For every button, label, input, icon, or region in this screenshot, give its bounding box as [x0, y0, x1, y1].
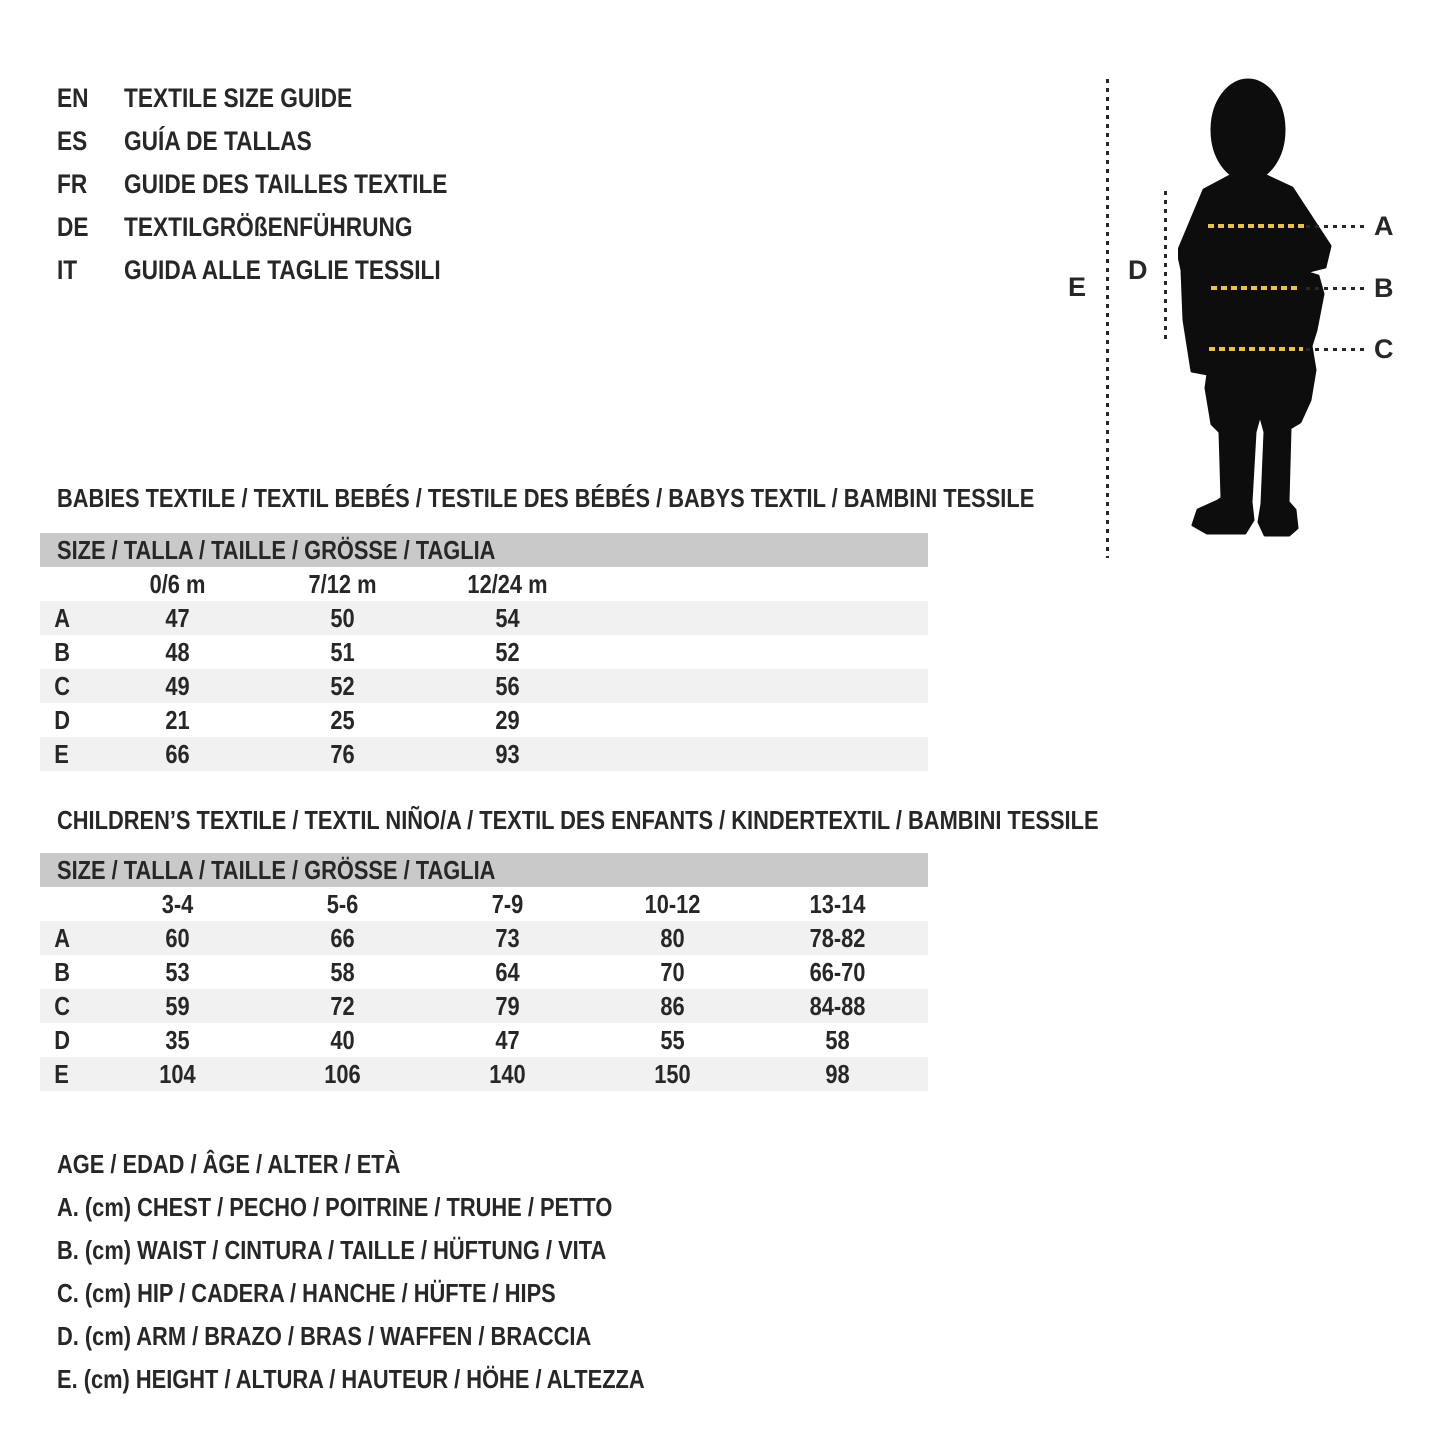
size-table-header-text: SIZE / TALLA / TAILLE / GRÖSSE / TAGLIA — [57, 534, 496, 565]
column-header: 7-9 — [491, 888, 524, 919]
language-row — [57, 249, 509, 292]
child-silhouette — [1178, 78, 1332, 544]
chest-measure-dash — [1208, 224, 1306, 228]
table-cell: 104 — [159, 1058, 196, 1089]
table-cell: 52 — [330, 670, 355, 701]
table-cell: 50 — [330, 602, 355, 633]
table-cell: 76 — [330, 738, 355, 769]
table-cell: 66 — [330, 922, 355, 953]
measurement-legend — [57, 1143, 757, 1401]
row-label: B — [54, 956, 71, 987]
legend-line-arm — [57, 1315, 757, 1358]
children-section-title-text: CHILDREN’S TEXTILE / TEXTIL NIÑO/A / TEXTIL DES ENFANTS / KINDERTEXTIL / BAMBINI TESSILE — [57, 805, 1099, 835]
column-header: 5-6 — [326, 888, 359, 919]
table-cell: 51 — [330, 636, 355, 667]
table-cell: 140 — [489, 1058, 526, 1089]
row-label: A — [54, 922, 71, 953]
table-row — [40, 635, 928, 669]
legend-line-height — [57, 1358, 757, 1401]
hip-measure-label: C — [1374, 334, 1394, 364]
column-header: 13-14 — [809, 888, 866, 919]
table-cell: 35 — [165, 1024, 190, 1055]
table-cell: 64 — [495, 956, 520, 987]
row-label: A — [54, 602, 71, 633]
arm-measure-line — [1164, 191, 1167, 343]
waist-measure-label: B — [1374, 273, 1394, 303]
table-cell: 72 — [330, 990, 355, 1021]
arm-measure-label: D — [1128, 255, 1148, 285]
table-row — [40, 669, 928, 703]
table-cell: 56 — [495, 670, 520, 701]
column-header: 7/12 m — [308, 568, 377, 599]
size-table-header — [40, 533, 928, 567]
legend-line-hip — [57, 1272, 757, 1315]
column-header: 0/6 m — [149, 568, 206, 599]
size-table-header-text: SIZE / TALLA / TAILLE / GRÖSSE / TAGLIA — [57, 854, 496, 885]
guide-title: GUÍA DE TALLAS — [124, 126, 312, 156]
table-cell: 59 — [165, 990, 190, 1021]
table-cell: 53 — [165, 956, 190, 987]
language-title-block — [57, 77, 509, 292]
chest-leader-line — [1306, 225, 1364, 228]
children-section-title — [57, 806, 1297, 834]
column-header: 3-4 — [161, 888, 194, 919]
language-code: EN — [57, 83, 89, 113]
table-row — [40, 1057, 928, 1091]
table-cell: 86 — [660, 990, 685, 1021]
children-size-table — [40, 853, 928, 1091]
table-cell: 66-70 — [809, 956, 866, 987]
legend-line-chest — [57, 1186, 757, 1229]
column-header: 12/24 m — [467, 568, 548, 599]
row-label: D — [54, 1024, 71, 1055]
height-measure-label: E — [1068, 272, 1087, 302]
table-cell: 93 — [495, 738, 520, 769]
table-cell: 79 — [495, 990, 520, 1021]
legend-text: C. (cm) HIP / CADERA / HANCHE / HÜFTE / HIPS — [57, 1278, 556, 1308]
column-header: 10-12 — [644, 888, 701, 919]
table-row — [40, 989, 928, 1023]
table-row — [40, 1023, 928, 1057]
table-cell: 80 — [660, 922, 685, 953]
column-header-row — [40, 567, 928, 601]
legend-text: D. (cm) ARM / BRAZO / BRAS / WAFFEN / BRACCIA — [57, 1321, 592, 1351]
hip-leader-line — [1306, 348, 1364, 351]
language-code: FR — [57, 169, 88, 199]
table-row — [40, 703, 928, 737]
table-row — [40, 601, 928, 635]
table-row — [40, 737, 928, 771]
language-row — [57, 206, 509, 249]
language-code: DE — [57, 212, 89, 242]
row-label: E — [54, 738, 69, 769]
table-cell: 73 — [495, 922, 520, 953]
guide-title: TEXTILGRÖßENFÜHRUNG — [124, 212, 413, 242]
row-label: D — [54, 704, 71, 735]
language-row — [57, 77, 509, 120]
legend-text: A. (cm) CHEST / PECHO / POITRINE / TRUHE / PETTO — [57, 1192, 613, 1222]
table-cell: 78-82 — [809, 922, 866, 953]
row-label: E — [54, 1058, 69, 1089]
table-cell: 84-88 — [809, 990, 866, 1021]
guide-title: GUIDE DES TAILLES TEXTILE — [124, 169, 448, 199]
table-cell: 29 — [495, 704, 520, 735]
table-cell: 98 — [825, 1058, 850, 1089]
table-cell: 47 — [165, 602, 190, 633]
size-table-header — [40, 853, 928, 887]
guide-title: GUIDA ALLE TAGLIE TESSILI — [124, 255, 441, 285]
table-cell: 54 — [495, 602, 520, 633]
waist-measure-dash — [1211, 286, 1299, 290]
language-code: ES — [57, 126, 88, 156]
table-cell: 47 — [495, 1024, 520, 1055]
legend-text: B. (cm) WAIST / CINTURA / TAILLE / HÜFTUNG / VITA — [57, 1235, 607, 1265]
table-cell: 48 — [165, 636, 190, 667]
legend-line-age — [57, 1143, 757, 1186]
language-code: IT — [57, 255, 78, 285]
language-row — [57, 163, 509, 206]
chest-measure-label: A — [1374, 211, 1394, 241]
legend-line-waist — [57, 1229, 757, 1272]
table-cell: 58 — [330, 956, 355, 987]
table-cell: 106 — [324, 1058, 361, 1089]
table-cell: 58 — [825, 1024, 850, 1055]
table-cell: 66 — [165, 738, 190, 769]
babies-size-table — [40, 533, 928, 771]
legend-text: AGE / EDAD / ÂGE / ALTER / ETÀ — [57, 1149, 401, 1179]
table-cell: 49 — [165, 670, 190, 701]
table-cell: 52 — [495, 636, 520, 667]
table-cell: 70 — [660, 956, 685, 987]
babies-section-title — [57, 484, 1220, 512]
table-cell: 60 — [165, 922, 190, 953]
table-cell: 150 — [654, 1058, 691, 1089]
language-row — [57, 120, 509, 163]
babies-section-title-text: BABIES TEXTILE / TEXTIL BEBÉS / TESTILE DES BÉBÉS / BABYS TEXTIL / BAMBINI TESSILE — [57, 483, 1035, 513]
table-row — [40, 921, 928, 955]
guide-title: TEXTILE SIZE GUIDE — [124, 83, 353, 113]
table-cell: 25 — [330, 704, 355, 735]
table-row — [40, 955, 928, 989]
hip-measure-dash — [1209, 347, 1303, 351]
row-label: B — [54, 636, 71, 667]
column-header-row — [40, 887, 928, 921]
table-cell: 21 — [165, 704, 190, 735]
row-label: C — [54, 990, 71, 1021]
table-cell: 55 — [660, 1024, 685, 1055]
row-label: C — [54, 670, 71, 701]
waist-leader-line — [1306, 287, 1364, 290]
legend-text: E. (cm) HEIGHT / ALTURA / HAUTEUR / HÖHE / ALTEZZA — [57, 1364, 645, 1394]
table-cell: 40 — [330, 1024, 355, 1055]
